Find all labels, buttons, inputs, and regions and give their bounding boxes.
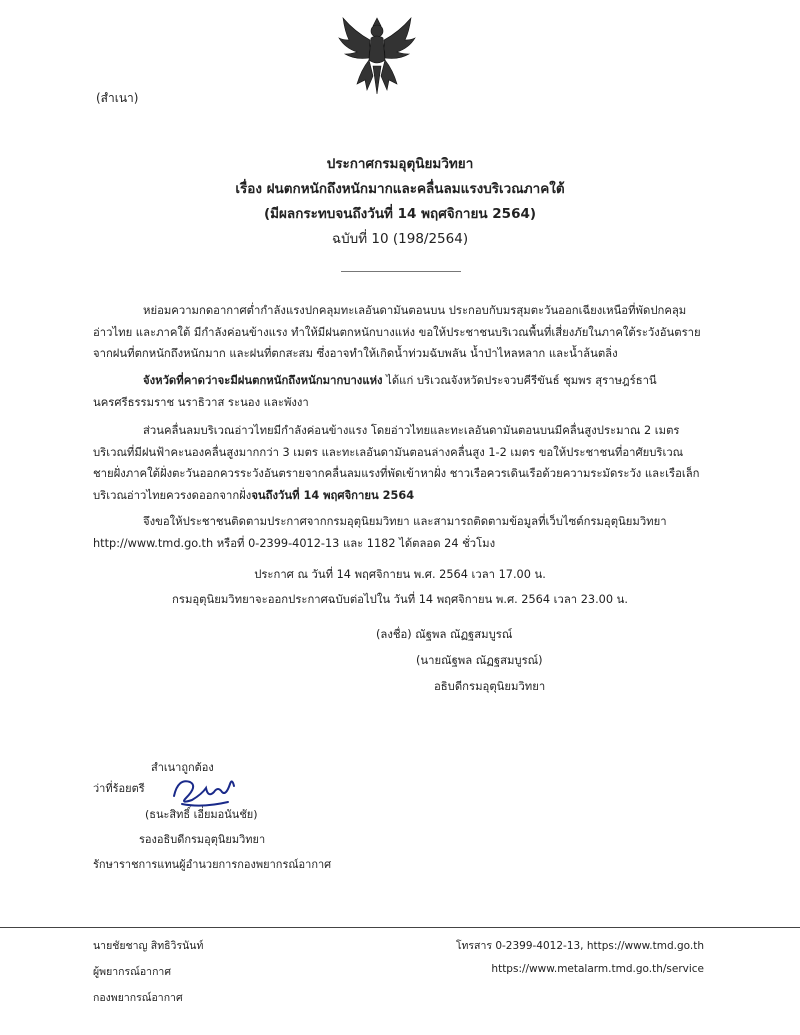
p3-line-2: บริเวณที่มีฝนฟ้าคะนองคลื่นสูงมากกว่า 3 เมตร และทะเลอันดามันตอนล่างคลื่นสูง 1-2 เมตร ขอให้ประชาชนที่อาศัยบริเวณ	[93, 445, 684, 459]
footer-forecaster-name: นายชัยชาญ สิทธิวิรนันท์	[93, 940, 204, 952]
issue-number: ฉบับที่ 10 (198/2564)	[331, 231, 469, 247]
p3-bold-date: จนถึงวันที่ 14 พฤศจิกายน 2564	[251, 488, 415, 502]
signatory-position: อธิบดีกรมอุตุนิยมวิทยา	[434, 680, 546, 693]
signatory-name: (นายณัฐพล ณัฏฐสมบูรณ์)	[416, 654, 543, 667]
signed-line: (ลงชื่อ) ณัฐพล ณัฏฐสมบูรณ์	[376, 628, 513, 641]
certifier-rank: ว่าที่ร้อยตรี	[93, 782, 145, 795]
certifier-acting-role: รักษาราชการแทนผู้อำนวยการกองพยากรณ์อากาศ	[93, 858, 332, 871]
footer-divider	[0, 927, 800, 928]
handwritten-signature	[168, 766, 238, 810]
title-line-3: (มีผลกระทบจนถึงวันที่ 14 พฤศจิกายน 2564)	[263, 206, 537, 222]
p2-rest: ได้แก่ บริเวณจังหวัดประจวบคีรีขันธ์ ชุมพร สุราษฎร์ธานี	[382, 374, 657, 387]
paragraph-1	[93, 300, 721, 365]
title-line-2: เรื่อง ฝนตกหนักถึงหนักมากและคลื่นลมแรงบริเวณภาคใต้	[235, 181, 565, 197]
next-issue-note: กรมอุตุนิยมวิทยาจะออกประกาศฉบับต่อไปใน วันที่ 14 พฤศจิกายน พ.ศ. 2564 เวลา 23.00 น.	[172, 593, 628, 606]
paragraph-4	[93, 511, 721, 554]
footer-division: กองพยากรณ์อากาศ	[93, 992, 183, 1004]
footer-service-link[interactable]: https://www.metalarm.tmd.go.th/service	[491, 963, 704, 975]
footer-contact[interactable]: โทรสาร 0-2399-4012-13, https://www.tmd.go.th	[455, 940, 704, 952]
copy-mark: (สำเนา)	[96, 91, 139, 105]
p2-bold: จังหวัดที่คาดว่าจะมีฝนตกหนักถึงหนักมากบางแห่ง	[143, 374, 383, 387]
certifier-name: (ธนะสิทธิ์ เอี่ยมอนันชัย)	[145, 808, 258, 821]
p3-line-1: ส่วนคลื่นลมบริเวณอ่าวไทยมีกำลังค่อนข้างแรง โดยอ่าวไทยและทะเลอันดามันตอนบนมีคลื่นสูงประมาณ 2 เมตร	[143, 424, 680, 437]
p3-line-3: ชายฝั่งภาคใต้ฝั่งตะวันออกควรระวังอันตรายจากคลื่นลมแรงที่พัดเข้าหาฝั่ง ชาวเรือควรเดินเรือด้วยความระมัดระวัง และเรือเล็ก	[93, 467, 700, 480]
p3-line-4: บริเวณอ่าวไทยควรงดออกจากฝั่ง	[93, 488, 252, 502]
certified-copy-label: สำเนาถูกต้อง	[151, 761, 214, 774]
garuda-emblem-icon	[337, 14, 417, 96]
p1-line-2: อ่าวไทย และภาคใต้ มีกำลังค่อนข้างแรง ทำให้มีฝนตกหนักบางแห่ง ขอให้ประชาชนบริเวณพื้นที่เสี่ยงภัยในภาคใต้ระวังอันตราย	[93, 325, 701, 339]
p1-line-3: จากฝนที่ตกหนักถึงหนักมาก และฝนที่ตกสะสม ซึ่งอาจทำให้เกิดน้ำท่วมฉับพลัน น้ำป่าไหลหลาก และน้ำล้นตลิ่ง	[93, 347, 618, 360]
title-divider	[341, 271, 461, 272]
title-line-1: ประกาศกรมอุตุนิยมวิทยา	[326, 156, 474, 172]
p2-line-2: นครศรีธรรมราช นราธิวาส ระนอง และพังงา	[93, 395, 309, 409]
p4-line-1: จึงขอให้ประชาชนติดตามประกาศจากกรมอุตุนิยมวิทยา และสามารถติดตามข้อมูลที่เว็บไซต์กรมอุตุนิยมวิทยา	[143, 515, 667, 528]
issued-date: ประกาศ ณ วันที่ 14 พฤศจิกายน พ.ศ. 2564 เวลา 17.00 น.	[254, 568, 546, 581]
paragraph-3	[93, 420, 721, 506]
announcement-title	[0, 152, 800, 252]
p4-line-2: http://www.tmd.go.th หรือที่ 0-2399-4012-13 และ 1182 ได้ตลอด 24 ชั่วโมง	[93, 536, 496, 550]
paragraph-2	[93, 370, 721, 413]
p1-line-1: หย่อมความกดอากาศต่ำกำลังแรงปกคลุมทะเลอันดามันตอนบน ประกอบกับมรสุมตะวันออกเฉียงเหนือที่พัดปกคลุม	[143, 304, 687, 317]
footer-forecaster-role: ผู้พยากรณ์อากาศ	[93, 966, 171, 978]
certifier-position: รองอธิบดีกรมอุตุนิยมวิทยา	[139, 833, 266, 846]
